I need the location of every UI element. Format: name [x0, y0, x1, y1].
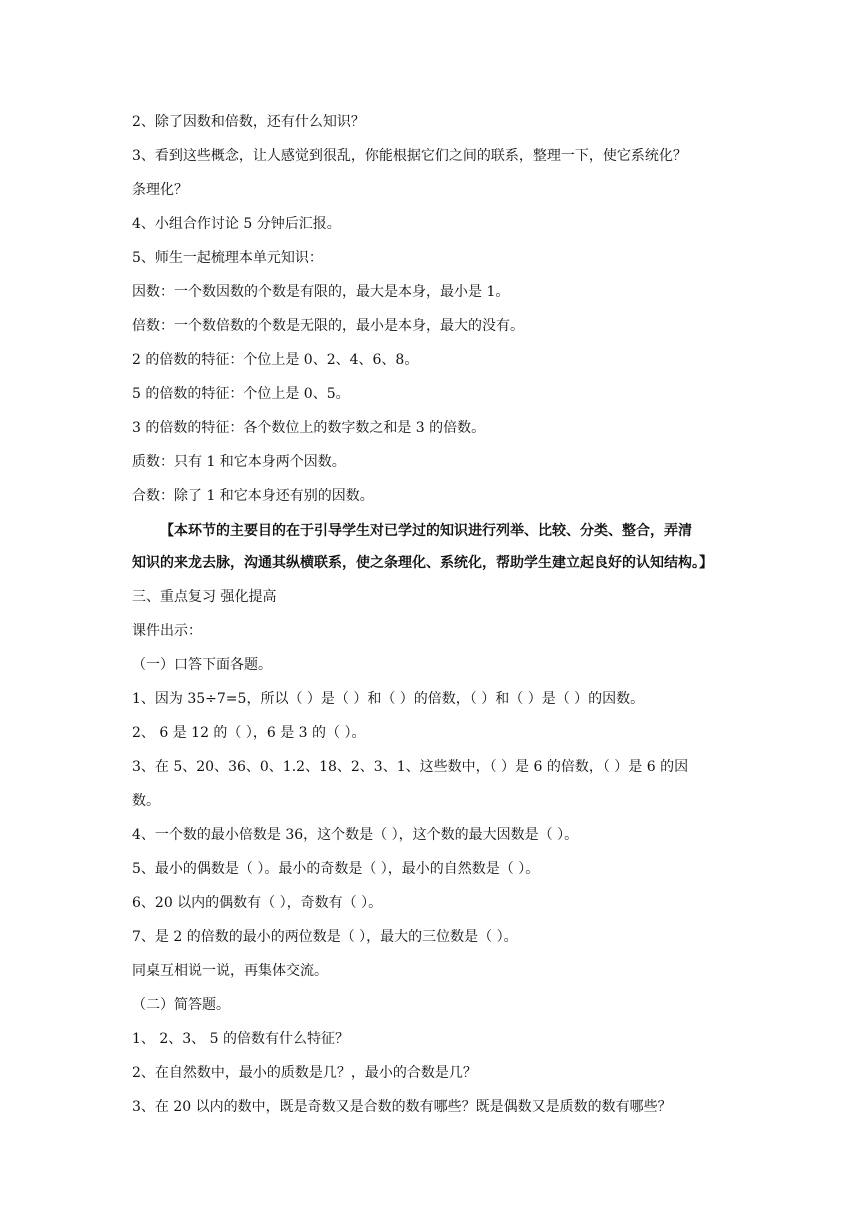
- oral-question-2: 2、 6 是 12 的（ ），6 是 3 的（ ）。: [132, 725, 366, 741]
- definition-composite: 合数：除了 1 和它本身还有别的因数。: [132, 488, 374, 504]
- discussion-instruction: 同桌互相说一说，再集体交流。: [132, 963, 328, 979]
- short-answer-question-1: 1、 2、3、 5 的倍数有什么特征？: [132, 1031, 349, 1047]
- definition-prime: 质数：只有 1 和它本身两个因数。: [132, 454, 346, 470]
- oral-questions-heading: （一）口答下面各题。: [132, 657, 272, 673]
- feature-multiple-of-3: 3 的倍数的特征：各个数位上的数字数之和是 3 的倍数。: [132, 420, 486, 436]
- oral-question-3-continued: 数。: [132, 793, 160, 809]
- section-purpose-note-continued: 知识的来龙去脉，沟通其纵横联系，使之条理化、系统化，帮助学生建立起良好的认知结构。】: [132, 555, 713, 571]
- section-purpose-note: 【本环节的主要目的在于引导学生对已学过的知识进行列举、比较、分类、整合，弄清: [160, 523, 692, 539]
- short-answer-heading: （二）简答题。: [132, 997, 230, 1013]
- definition-factor: 因数：一个数因数的个数是有限的，最大是本身，最小是 1。: [132, 284, 510, 300]
- oral-question-4: 4、一个数的最小倍数是 36，这个数是（ ），这个数的最大因数是（ ）。: [132, 827, 579, 843]
- short-answer-question-2: 2、在自然数中，最小的质数是几？，最小的合数是几？: [132, 1065, 477, 1081]
- section-heading-key-review: 三、重点复习 强化提高: [132, 589, 277, 605]
- review-question-3: 3、看到这些概念，让人感觉到很乱，你能根据它们之间的联系，整理一下，使它系统化？: [132, 148, 687, 164]
- short-answer-question-3: 3、在 20 以内的数中，既是奇数又是合数的数有哪些？既是偶数又是质数的数有哪些？: [132, 1099, 672, 1115]
- feature-multiple-of-2: 2 的倍数的特征：个位上是 0、2、4、6、8。: [132, 352, 419, 368]
- review-question-5: 5、师生一起梳理本单元知识：: [132, 250, 323, 266]
- review-question-3-continued: 条理化？: [132, 182, 188, 198]
- feature-multiple-of-5: 5 的倍数的特征：个位上是 0、5。: [132, 386, 350, 402]
- oral-question-5: 5、最小的偶数是（ ）。最小的奇数是（ ），最小的自然数是（ ）。: [132, 861, 540, 877]
- oral-question-7: 7、是 2 的倍数的最小的两位数是（ ），最大的三位数是（ ）。: [132, 929, 518, 945]
- review-question-2: 2、除了因数和倍数，还有什么知识？: [132, 114, 365, 130]
- definition-multiple: 倍数：一个数倍数的个数是无限的，最小是本身，最大的没有。: [132, 318, 524, 334]
- oral-question-1: 1、因为 35÷7=5，所以（ ）是（ ）和（ ）的倍数，（ ）和（ ）是（ ）的因数。: [132, 691, 645, 707]
- oral-question-3: 3、在 5、20、36、0、1.2、18、2、3、1、这些数中，（ ）是 6 的倍数，（ ）是 6 的因: [132, 759, 689, 775]
- oral-question-6: 6、20 以内的偶数有（ ），奇数有（ ）。: [132, 895, 383, 911]
- courseware-label: 课件出示：: [132, 623, 202, 639]
- review-question-4: 4、小组合作讨论 5 分钟后汇报。: [132, 216, 341, 232]
